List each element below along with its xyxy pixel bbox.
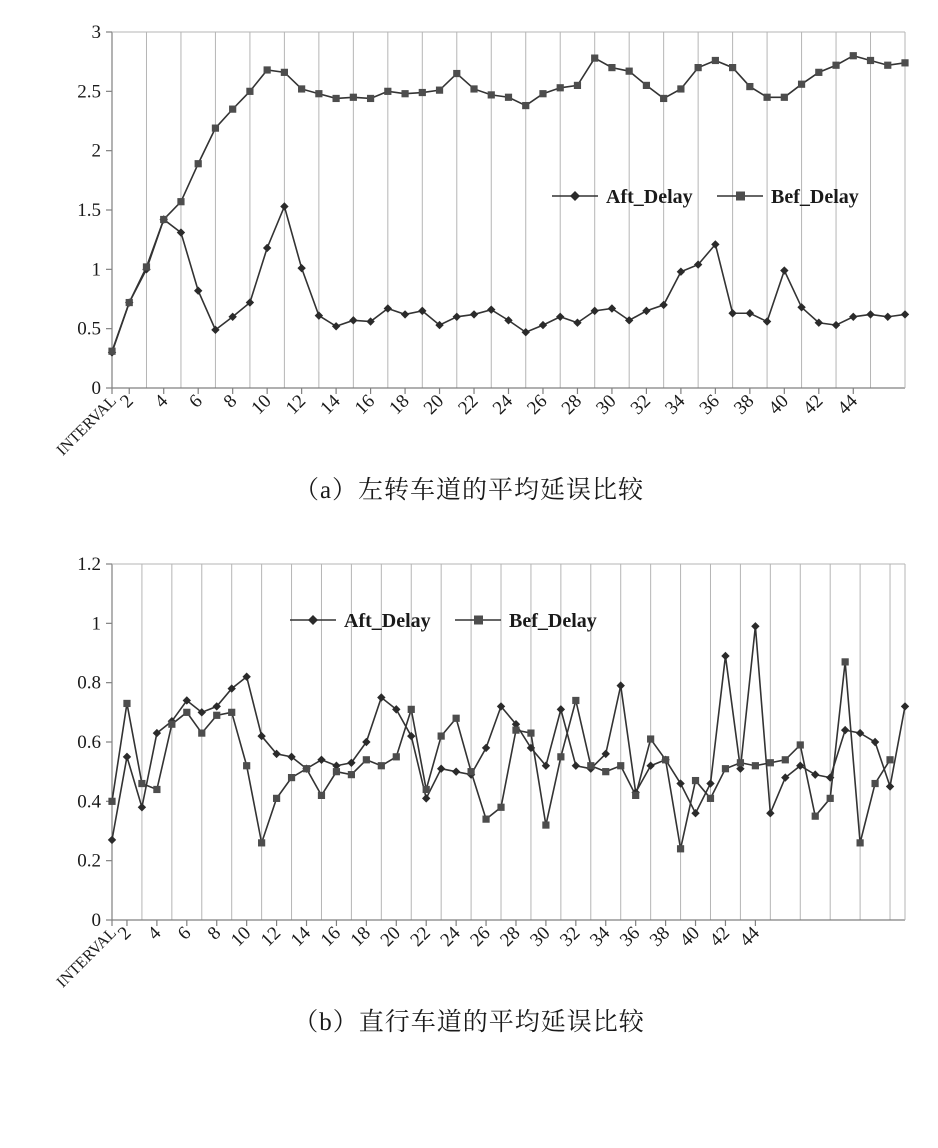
- svg-text:10: 10: [247, 390, 276, 419]
- svg-text:16: 16: [316, 922, 345, 951]
- svg-text:0.8: 0.8: [77, 672, 101, 694]
- svg-text:36: 36: [615, 922, 645, 951]
- svg-text:14: 14: [316, 390, 345, 419]
- svg-text:Aft_Delay: Aft_Delay: [606, 186, 693, 208]
- svg-text:44: 44: [735, 922, 764, 951]
- svg-text:Bef_Delay: Bef_Delay: [771, 186, 859, 208]
- figure-panel-a: [0, 0, 938, 506]
- svg-text:30: 30: [526, 922, 555, 951]
- svg-text:26: 26: [523, 390, 552, 419]
- svg-text:22: 22: [406, 922, 435, 951]
- svg-text:0.5: 0.5: [77, 318, 101, 340]
- svg-text:26: 26: [466, 922, 495, 951]
- svg-text:2: 2: [91, 140, 101, 162]
- svg-text:0.6: 0.6: [77, 732, 101, 753]
- svg-text:28: 28: [496, 922, 525, 951]
- svg-text:INTERVAL: INTERVAL: [53, 924, 120, 992]
- chart-a-svg: [0, 0, 938, 470]
- svg-text:0.2: 0.2: [77, 850, 101, 872]
- svg-text:16: 16: [350, 390, 380, 419]
- figure-panel-b: [0, 532, 938, 1038]
- chart-b: [0, 532, 938, 1002]
- svg-text:40: 40: [764, 390, 793, 419]
- svg-text:10: 10: [226, 922, 256, 951]
- svg-text:2: 2: [116, 390, 138, 413]
- svg-text:34: 34: [661, 390, 690, 419]
- svg-text:24: 24: [488, 390, 518, 419]
- svg-text:14: 14: [286, 922, 316, 951]
- svg-text:32: 32: [626, 390, 655, 419]
- svg-text:6: 6: [173, 922, 196, 945]
- svg-text:Bef_Delay: Bef_Delay: [509, 610, 597, 632]
- svg-text:INTERVAL: INTERVAL: [53, 392, 120, 460]
- svg-text:2: 2: [113, 922, 136, 945]
- svg-text:42: 42: [799, 390, 828, 419]
- svg-text:8: 8: [203, 922, 226, 945]
- svg-text:42: 42: [705, 922, 734, 951]
- svg-text:18: 18: [385, 390, 414, 419]
- chart-a: [0, 0, 938, 470]
- svg-text:0.4: 0.4: [77, 791, 101, 813]
- svg-text:3: 3: [91, 22, 101, 43]
- svg-text:20: 20: [419, 390, 449, 419]
- caption-a: （a）左转车道的平均延误比较: [293, 477, 645, 504]
- svg-text:6: 6: [185, 390, 207, 413]
- svg-text:4: 4: [143, 922, 166, 945]
- svg-text:22: 22: [454, 390, 483, 419]
- svg-text:1.2: 1.2: [77, 554, 101, 575]
- svg-text:1.5: 1.5: [77, 200, 101, 221]
- svg-text:38: 38: [645, 922, 675, 951]
- svg-text:12: 12: [281, 390, 311, 419]
- svg-text:24: 24: [436, 922, 465, 951]
- svg-text:28: 28: [557, 390, 586, 419]
- svg-text:12: 12: [256, 922, 286, 951]
- svg-text:8: 8: [219, 390, 242, 413]
- svg-text:18: 18: [346, 922, 375, 951]
- svg-text:0: 0: [91, 910, 101, 931]
- chart-b-svg: [0, 532, 938, 1002]
- svg-text:1: 1: [91, 613, 101, 635]
- svg-text:20: 20: [376, 922, 405, 951]
- svg-text:4: 4: [150, 390, 173, 413]
- caption-b: （b）直行车道的平均延误比较: [293, 1009, 645, 1036]
- svg-text:32: 32: [556, 922, 585, 951]
- svg-text:34: 34: [586, 922, 615, 951]
- svg-text:1: 1: [91, 259, 101, 281]
- svg-text:40: 40: [675, 922, 705, 951]
- svg-text:36: 36: [695, 390, 724, 419]
- svg-text:44: 44: [833, 390, 862, 419]
- svg-text:38: 38: [730, 390, 759, 419]
- svg-text:2.5: 2.5: [77, 81, 101, 103]
- svg-text:Aft_Delay: Aft_Delay: [344, 610, 431, 632]
- svg-text:30: 30: [592, 390, 621, 419]
- svg-text:0: 0: [91, 378, 101, 399]
